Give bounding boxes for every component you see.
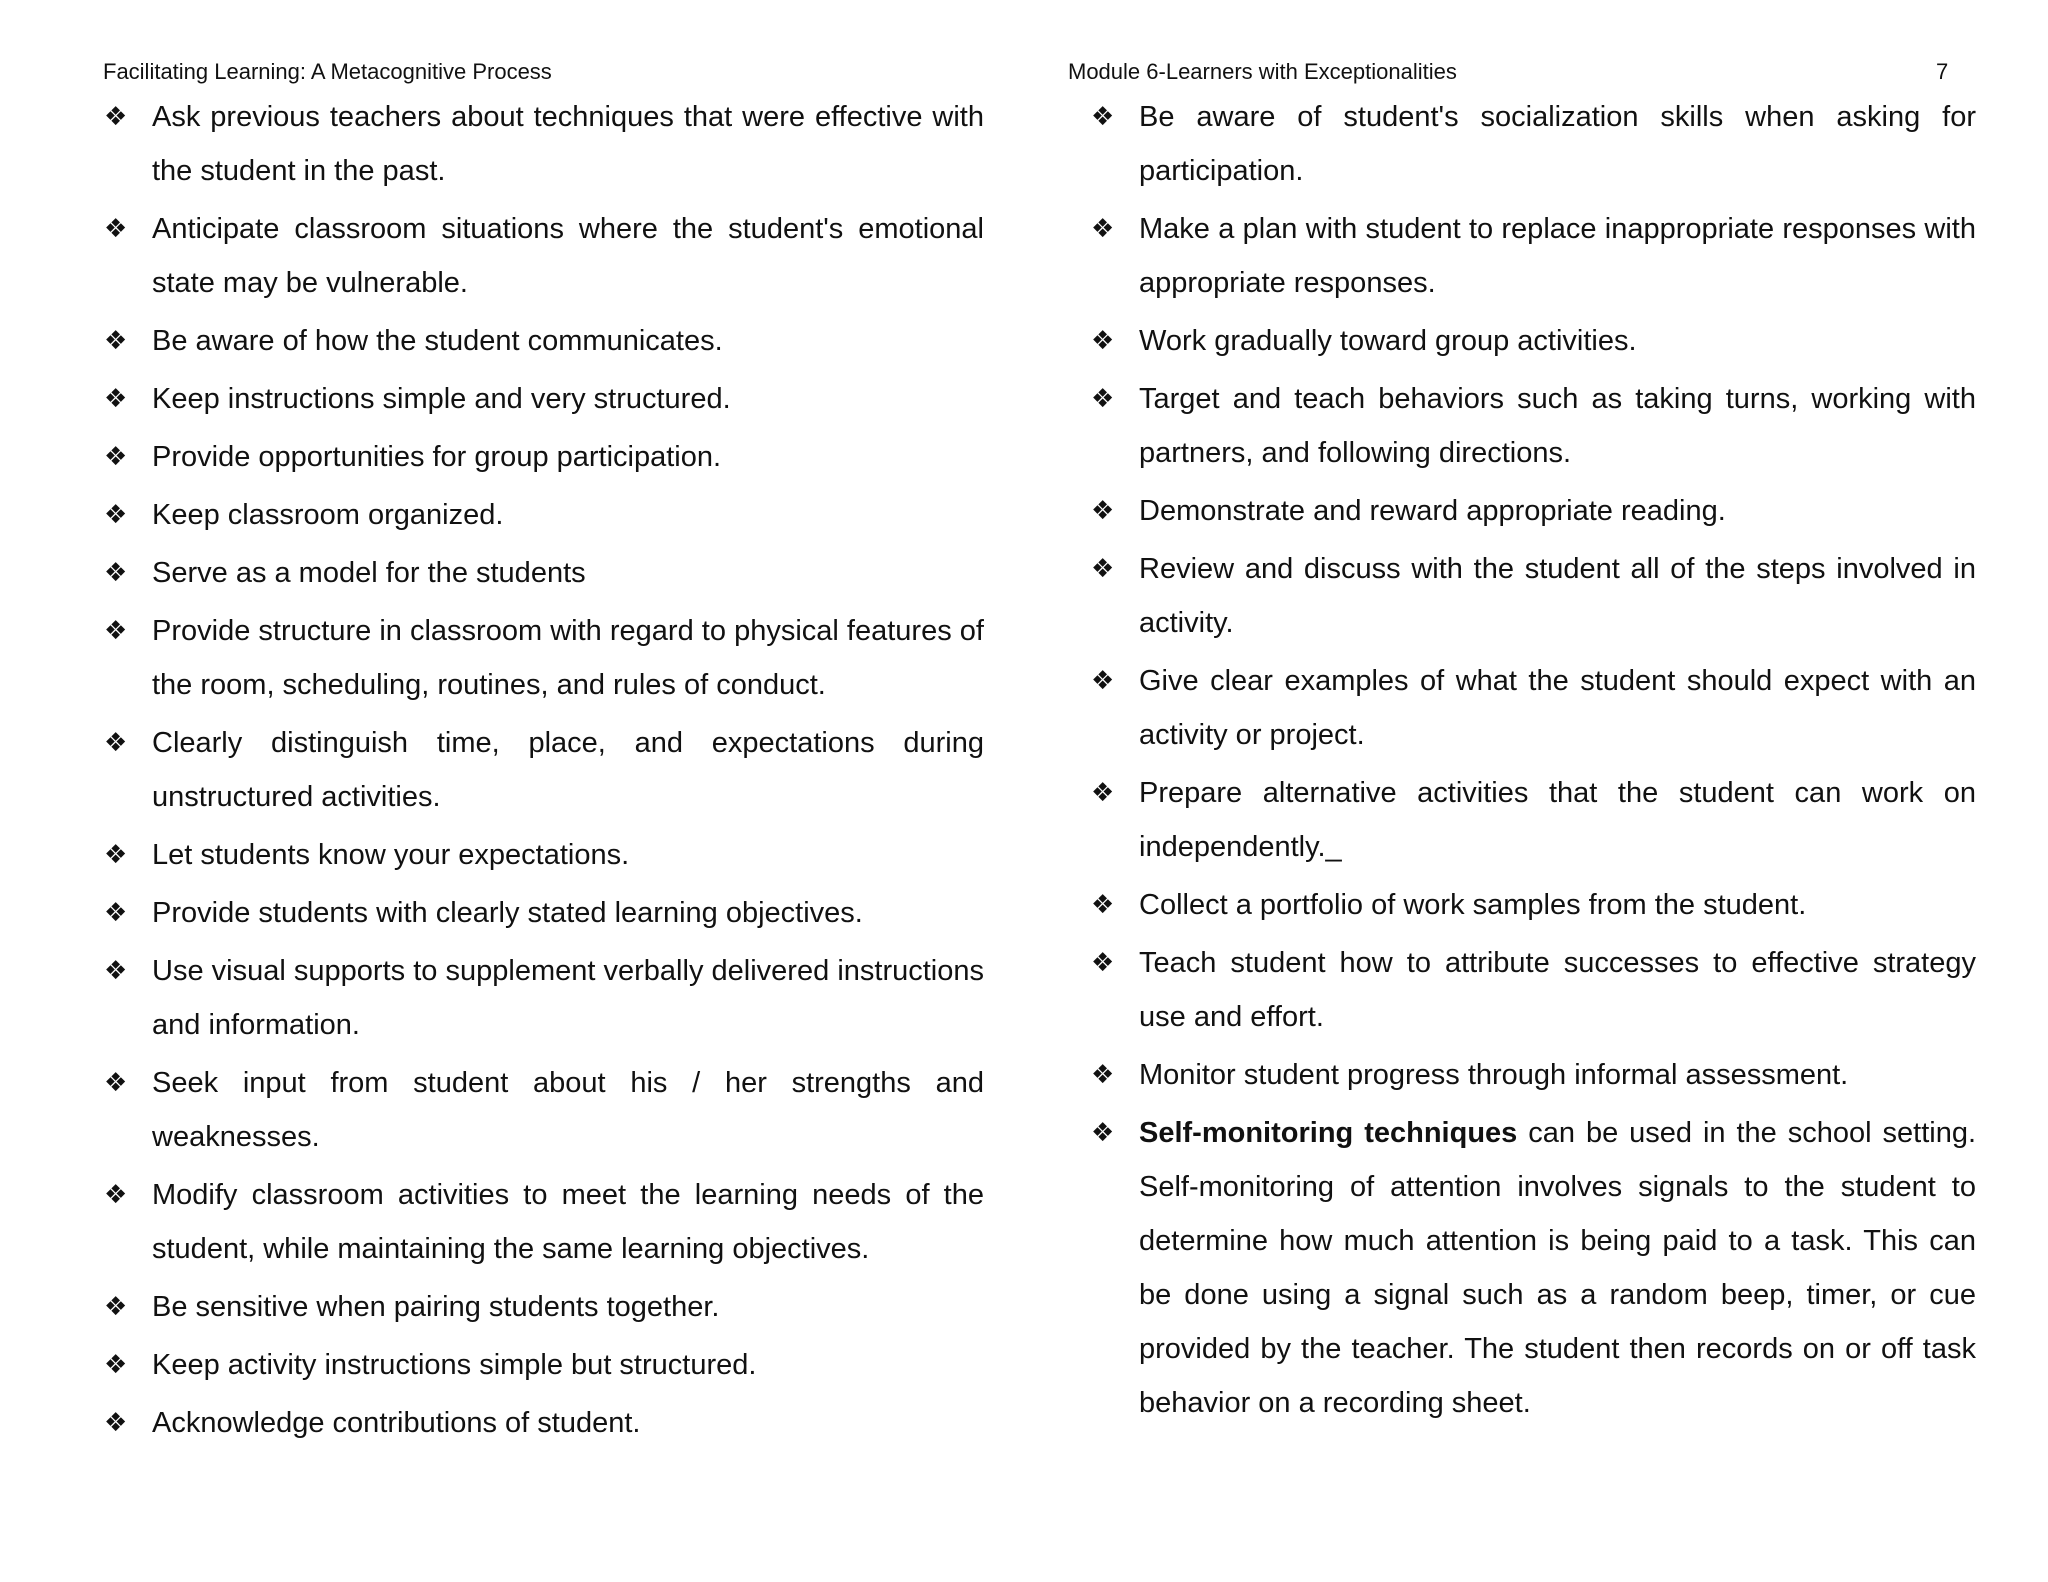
list-item-text: Demonstrate and reward appropriate reading. bbox=[1139, 495, 1726, 527]
right-column bbox=[1091, 90, 1976, 1434]
list-item bbox=[1091, 484, 1976, 538]
list-item-text: Keep classroom organized. bbox=[152, 499, 504, 531]
list-item-text: Be sensitive when pairing students together. bbox=[152, 1291, 720, 1323]
list-item-text: Monitor student progress through informal assessment. bbox=[1139, 1059, 1849, 1091]
list-item-text: Clearly distinguish time, place, and expectations during unstructured activities. bbox=[152, 727, 984, 813]
list-item bbox=[1091, 542, 1976, 650]
four-diamond-bullet-icon: ❖ bbox=[1091, 102, 1115, 132]
four-diamond-bullet-icon: ❖ bbox=[1091, 890, 1115, 920]
list-item-text: Be aware of how the student communicates. bbox=[152, 325, 723, 357]
list-item bbox=[1091, 202, 1976, 310]
list-item bbox=[104, 430, 984, 484]
list-item-text: Provide opportunities for group participation. bbox=[152, 441, 722, 473]
four-diamond-bullet-icon: ❖ bbox=[104, 500, 128, 530]
list-item bbox=[104, 944, 984, 1052]
four-diamond-bullet-icon: ❖ bbox=[1091, 948, 1115, 978]
list-item bbox=[104, 886, 984, 940]
right-column-list bbox=[1091, 90, 1976, 1102]
list-item-text: can be used in the school setting. Self-monitoring of attention involves signals to the student to determine how much attention is being paid to a task. This can be done using a signal such as a random beep, timer, or cue provided by the teacher. The student then records on or off task behavior on a recording sheet. bbox=[1139, 1117, 1977, 1419]
four-diamond-bullet-icon: ❖ bbox=[104, 1068, 128, 1098]
four-diamond-bullet-icon: ❖ bbox=[1091, 384, 1115, 414]
list-item bbox=[104, 716, 984, 824]
four-diamond-bullet-icon: ❖ bbox=[104, 384, 128, 414]
list-item bbox=[1091, 878, 1976, 932]
list-item-text: Review and discuss with the student all of the steps involved in activity. bbox=[1139, 553, 1976, 639]
list-item bbox=[1091, 1048, 1976, 1102]
list-item bbox=[104, 604, 984, 712]
list-item bbox=[104, 1396, 984, 1450]
list-item-text: Provide students with clearly stated learning objectives. bbox=[152, 897, 863, 929]
list-item-text: Keep activity instructions simple but structured. bbox=[152, 1349, 757, 1381]
list-item-self-monitoring bbox=[1091, 1106, 1976, 1430]
list-item-text: Let students know your expectations. bbox=[152, 839, 630, 871]
list-item bbox=[104, 314, 984, 368]
list-item-text: Anticipate classroom situations where the student's emotional state may be vulnerable. bbox=[152, 213, 984, 299]
four-diamond-bullet-icon: ❖ bbox=[104, 616, 128, 646]
list-item bbox=[1091, 372, 1976, 480]
list-item bbox=[104, 372, 984, 426]
four-diamond-bullet-icon: ❖ bbox=[1091, 1060, 1115, 1090]
list-item-text: Make a plan with student to replace inappropriate responses with appropriate responses. bbox=[1139, 213, 1976, 299]
four-diamond-bullet-icon: ❖ bbox=[1091, 666, 1115, 696]
list-item-text: Give clear examples of what the student should expect with an activity or project. bbox=[1139, 665, 1976, 751]
list-item bbox=[104, 1280, 984, 1334]
list-item-text: Use visual supports to supplement verbally delivered instructions and information. bbox=[152, 955, 984, 1041]
list-item bbox=[1091, 90, 1976, 198]
four-diamond-bullet-icon: ❖ bbox=[1091, 778, 1115, 808]
four-diamond-bullet-icon: ❖ bbox=[1091, 1118, 1115, 1148]
list-item bbox=[1091, 654, 1976, 762]
four-diamond-bullet-icon: ❖ bbox=[1091, 554, 1115, 584]
four-diamond-bullet-icon: ❖ bbox=[104, 214, 128, 244]
four-diamond-bullet-icon: ❖ bbox=[104, 102, 128, 132]
list-item-text: Target and teach behaviors such as taking turns, working with partners, and following directions. bbox=[1139, 383, 1976, 469]
list-item bbox=[1091, 936, 1976, 1044]
list-item bbox=[104, 488, 984, 542]
list-item-text: Collect a portfolio of work samples from the student. bbox=[1139, 889, 1807, 921]
four-diamond-bullet-icon: ❖ bbox=[104, 956, 128, 986]
list-item-text: Acknowledge contributions of student. bbox=[152, 1407, 641, 1439]
page-number: 7 bbox=[1936, 59, 1949, 84]
four-diamond-bullet-icon: ❖ bbox=[104, 898, 128, 928]
list-item bbox=[1091, 766, 1976, 874]
list-item-text: Ask previous teachers about techniques that were effective with the student in the past. bbox=[152, 101, 984, 187]
list-item-text: Provide structure in classroom with regard to physical features of the room, scheduling, routines, and rules of conduct. bbox=[152, 615, 984, 701]
four-diamond-bullet-icon: ❖ bbox=[104, 326, 128, 356]
list-item bbox=[104, 1168, 984, 1276]
four-diamond-bullet-icon: ❖ bbox=[104, 840, 128, 870]
list-item-text: Be aware of student's socialization skills when asking for participation. bbox=[1139, 101, 1976, 187]
list-item-text: Serve as a model for the students bbox=[152, 557, 586, 589]
list-item bbox=[104, 1338, 984, 1392]
list-item bbox=[104, 828, 984, 882]
list-item-text: Seek input from student about his / her strengths and weaknesses. bbox=[152, 1067, 984, 1153]
four-diamond-bullet-icon: ❖ bbox=[104, 1408, 128, 1438]
list-item bbox=[104, 1056, 984, 1164]
list-item bbox=[104, 546, 984, 600]
header-right-title: Module 6-Learners with Exceptionalities bbox=[1068, 59, 1457, 84]
list-item-text: Work gradually toward group activities. bbox=[1139, 325, 1637, 357]
four-diamond-bullet-icon: ❖ bbox=[104, 442, 128, 472]
four-diamond-bullet-icon: ❖ bbox=[1091, 326, 1115, 356]
four-diamond-bullet-icon: ❖ bbox=[104, 1350, 128, 1380]
four-diamond-bullet-icon: ❖ bbox=[104, 728, 128, 758]
list-item-text: Keep instructions simple and very structured. bbox=[152, 383, 731, 415]
four-diamond-bullet-icon: ❖ bbox=[1091, 214, 1115, 244]
four-diamond-bullet-icon: ❖ bbox=[104, 558, 128, 588]
four-diamond-bullet-icon: ❖ bbox=[104, 1180, 128, 1210]
four-diamond-bullet-icon: ❖ bbox=[1091, 496, 1115, 526]
list-item bbox=[1091, 314, 1976, 368]
list-item-text: Prepare alternative activities that the student can work on independently._ bbox=[1139, 777, 1976, 863]
bold-term: Self-monitoring techniques bbox=[1139, 1117, 1518, 1149]
header-left-title: Facilitating Learning: A Metacognitive Process bbox=[103, 59, 552, 84]
left-column bbox=[104, 90, 984, 1454]
list-item bbox=[104, 90, 984, 198]
list-item bbox=[104, 202, 984, 310]
list-item-text: Modify classroom activities to meet the learning needs of the student, while maintaining the same learning objectives. bbox=[152, 1179, 984, 1265]
list-item-text: Teach student how to attribute successes to effective strategy use and effort. bbox=[1139, 947, 1976, 1033]
four-diamond-bullet-icon: ❖ bbox=[104, 1292, 128, 1322]
